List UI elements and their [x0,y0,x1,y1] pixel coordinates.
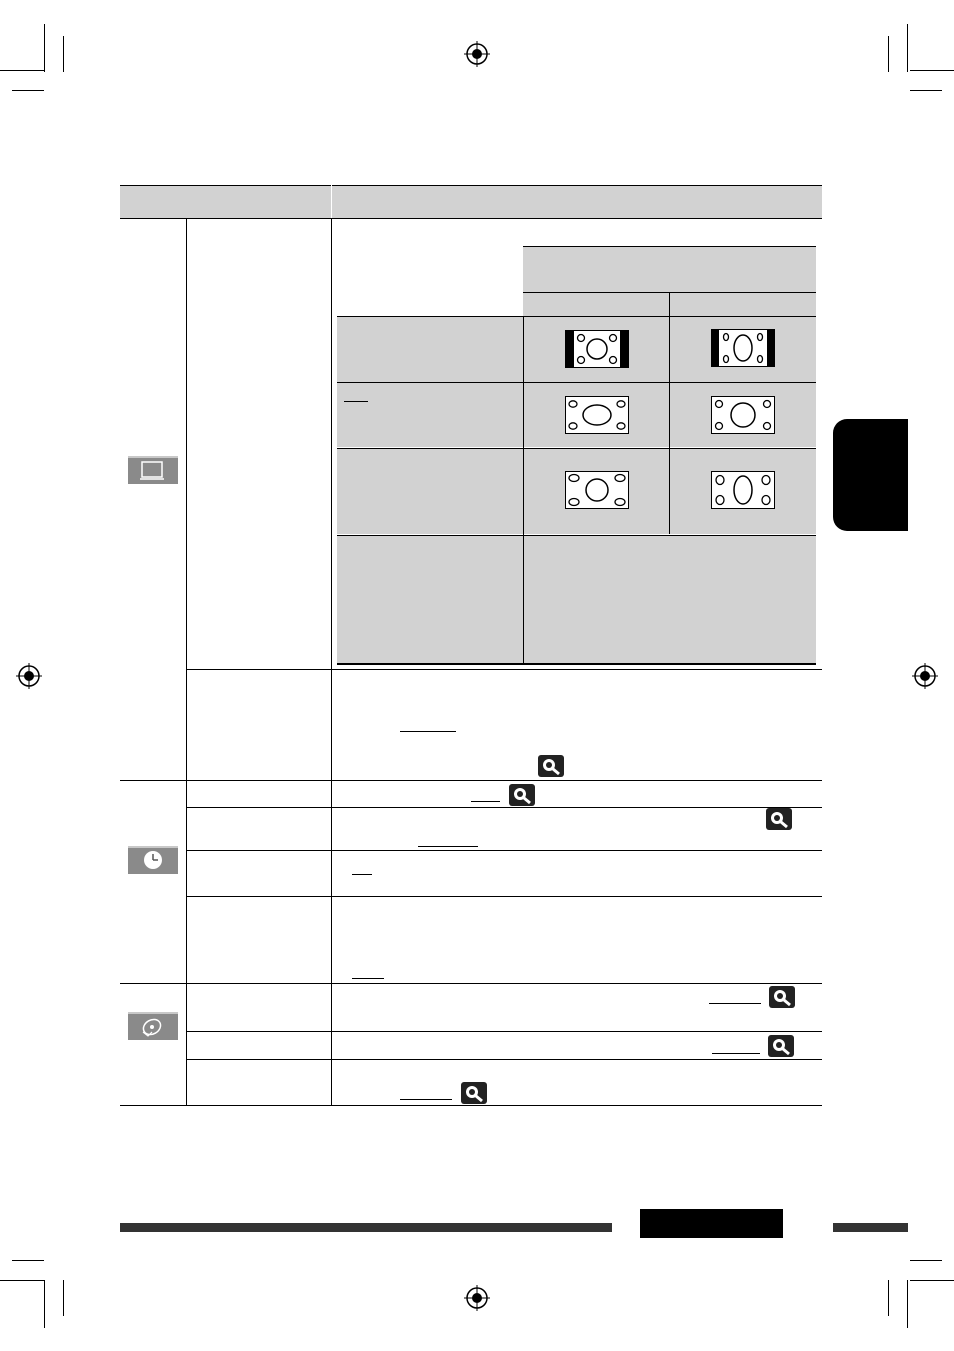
reference-link[interactable] [461,1082,487,1104]
table-header [120,185,822,218]
default-value-underline [418,846,478,847]
screen-zoom-b [711,471,775,509]
display-settings-tile [128,456,178,484]
default-value-underline [400,731,456,732]
screen-wide-a [565,396,629,434]
magnifier-icon [461,1082,487,1104]
default-value-underline [712,1053,760,1054]
default-value-underline [400,1099,452,1100]
mode-row-4 [337,536,816,663]
footer-bar-right [833,1223,908,1232]
reference-link[interactable] [538,755,564,777]
screen-4-3-pillarbox-b [711,329,775,367]
registration-mark-right [912,663,938,689]
reference-link[interactable] [768,1035,794,1057]
reference-link[interactable] [766,808,792,830]
reference-link[interactable] [509,784,535,806]
language-tab [833,419,908,531]
monitor-icon [128,458,178,486]
default-value-underline [709,1003,761,1004]
footer-bar-left [120,1223,612,1232]
magnifier-icon [509,784,535,806]
screen-wide-b [711,396,775,434]
screen-4-3-pillarbox-a [565,330,629,368]
default-value-underline [352,874,372,875]
reference-link[interactable] [769,986,795,1008]
default-value-underline [352,978,384,979]
magnifier-icon [769,986,795,1008]
magnifier-icon [768,1035,794,1057]
clock-icon [128,848,178,876]
registration-mark-left [16,663,42,689]
disc-icon [128,1014,178,1042]
magnifier-icon [538,755,564,777]
page-number-box [640,1209,783,1238]
registration-mark-top [464,41,490,67]
magnifier-icon [766,808,792,830]
disc-settings-tile [128,1012,178,1040]
registration-mark-bottom [464,1285,490,1311]
time-settings-tile [128,846,178,874]
screen-zoom-a [565,471,629,509]
default-value-underline [471,801,500,802]
